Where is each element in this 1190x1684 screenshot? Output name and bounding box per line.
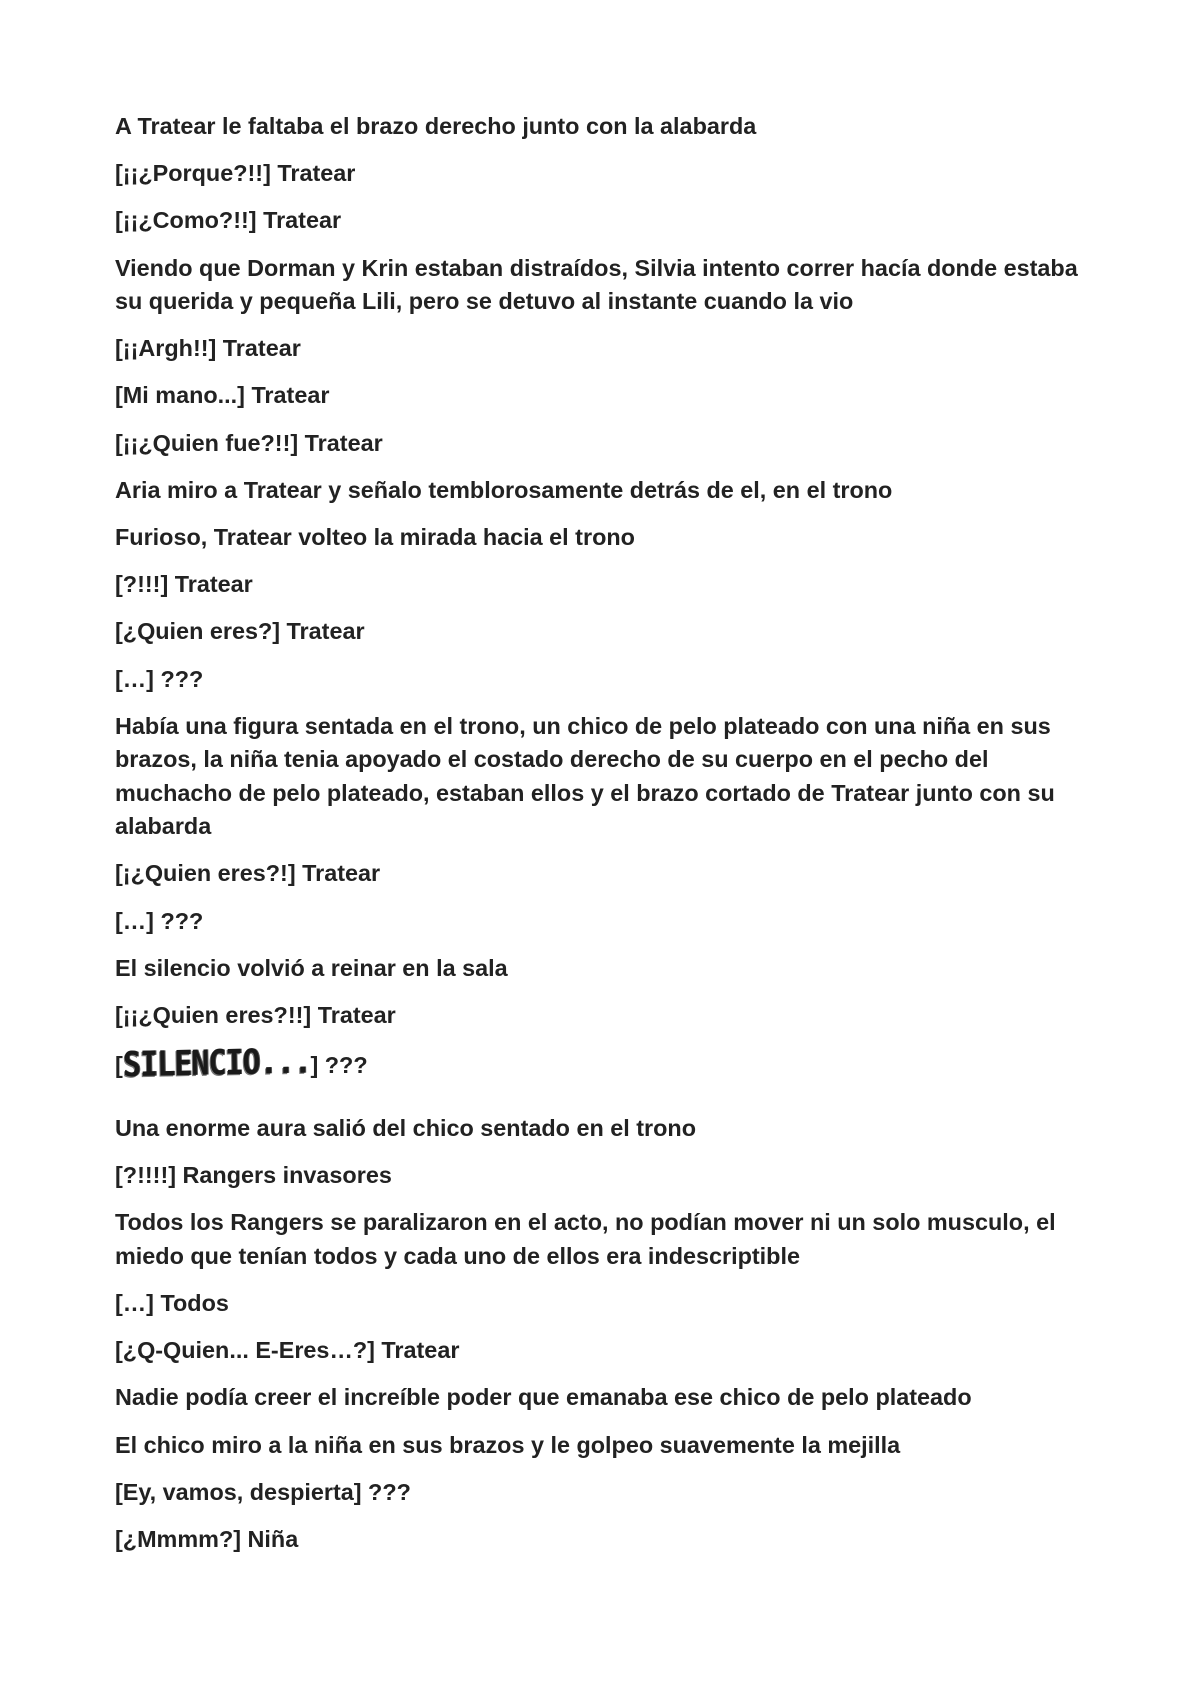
paragraph: Nadie podía creer el increíble poder que emanaba ese chico de pelo plateado <box>115 1384 972 1411</box>
dialogue-line: […] ??? <box>115 907 204 934</box>
paragraph: Furioso, Tratear volteo la mirada hacia el trono <box>115 524 635 550</box>
dialogue-line: [¿Q-Quien... E-Eres…?] Tratear <box>115 1337 460 1364</box>
dialogue-line: [¡¡¿Quien fue?!!] Tratear <box>115 429 383 456</box>
dialogue-line: [¡¡¿Quien eres?!!] Tratear <box>115 1002 396 1028</box>
dialogue-line: [¿Mmmm?] Niña <box>115 1526 299 1552</box>
dialogue-line: […] Todos <box>115 1290 229 1317</box>
document-body <box>115 110 1095 1570</box>
dialogue-line: [¡¿Quien eres?!] Tratear <box>115 860 381 887</box>
paragraph: El silencio volvió a reinar en la sala <box>115 954 508 981</box>
dialogue-line: [?!!!] Tratear <box>115 571 253 598</box>
dialogue-line: [Ey, vamos, despierta] ??? <box>115 1478 411 1505</box>
paragraph: Aria miro a Tratear y señalo temblorosamente detrás de el, en el trono <box>115 476 893 503</box>
stylized-dialogue-line <box>115 1040 1095 1085</box>
paragraph: Viendo que Dorman y Krin estaban distraídos, Silvia intento correr hacía donde estaba su querida y pequeña Lili, pero se detuvo al instante cuando la vio <box>115 254 1078 315</box>
open-bracket: [ <box>115 1051 123 1078</box>
paragraph: Todos los Rangers se paralizaron en el acto, no podían mover ni un solo musculo, el miedo que tenían todos y cada uno de ellos era indescriptible <box>115 1209 1056 1269</box>
dialogue-line: [?!!!!] Rangers invasores <box>115 1162 392 1189</box>
paragraph: Una enorme aura salió del chico sentado en el trono <box>115 1115 697 1141</box>
paragraph: El chico miro a la niña en sus brazos y le golpeo suavemente la mejilla <box>115 1431 901 1458</box>
dialogue-line: […] ??? <box>115 665 204 692</box>
dialogue-line: [¡¡¿Porque?!!] Tratear <box>115 160 356 187</box>
dialogue-line: [¡¡¿Como?!!] Tratear <box>115 207 342 234</box>
close-and-speaker: ] ??? <box>310 1051 368 1078</box>
dialogue-line: [¿Quien eres?] Tratear <box>115 618 365 645</box>
paragraph: A Tratear le faltaba el brazo derecho junto con la alabarda <box>115 113 757 139</box>
stylized-silence-word: SILENCIO... <box>122 1040 311 1085</box>
paragraph: Había una figura sentada en el trono, un chico de pelo plateado con una niña en sus brazos, la niña tenia apoyado el costado derecho de su cuerpo en el pecho del muchacho de pelo plateado, estaban ellos y el brazo cortado de Tratear junto con su alabarda <box>115 712 1055 840</box>
dialogue-line: [Mi mano...] Tratear <box>115 382 330 409</box>
dialogue-line: [¡¡Argh!!] Tratear <box>115 335 301 362</box>
